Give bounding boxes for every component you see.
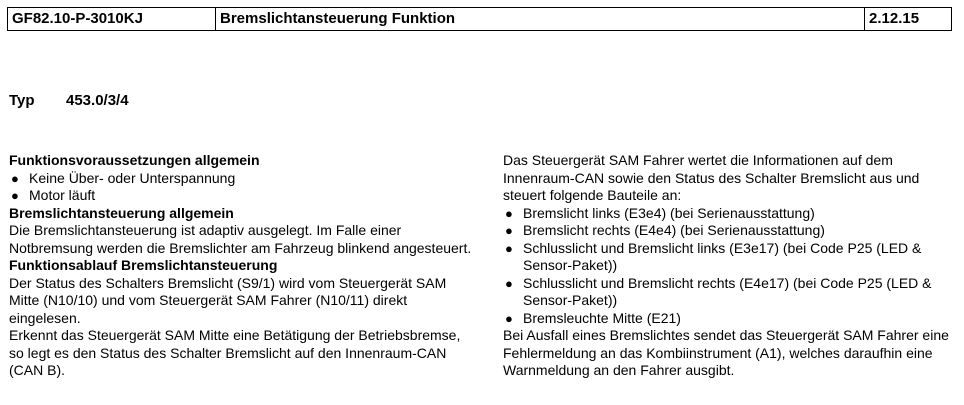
bullet-icon: ●	[505, 223, 513, 238]
document-id: GF82.10-P-3010KJ	[8, 8, 216, 31]
list-item: ● Motor läuft	[11, 187, 96, 203]
right-column	[503, 152, 958, 380]
sequence-paragraph-2: Erkennt das Steuergerät SAM Mitte eine Betätigung der Betriebsbremse, so legt es den Status des Schalter Bremslicht auf den Innenraum-CAN (CAN B).	[9, 327, 461, 378]
left-column	[9, 152, 479, 380]
section-heading-prerequisites: Funktionsvoraussetzungen allgemein	[9, 152, 260, 168]
section-heading-sequence: Funktionsablauf Bremslichtansteuerung	[9, 257, 278, 273]
bullet-icon: ●	[505, 240, 513, 256]
intro-paragraph: Das Steuergerät SAM Fahrer wertet die Informationen auf dem Innenraum-CAN sowie den Status des Schalter Bremslicht aus und steuert folgende Bauteile an:	[503, 152, 920, 203]
bullet-icon: ●	[505, 310, 513, 326]
document-header	[7, 7, 952, 31]
bullet-icon: ●	[11, 188, 19, 203]
list-item: ● Schlusslicht und Bremslicht links (E3e17) (bei Code P25 (LED & Sensor-Paket))	[505, 239, 922, 273]
bullet-icon: ●	[505, 205, 513, 221]
vehicle-type	[9, 92, 129, 110]
list-item: ● Schlusslicht und Bremslicht rechts (E4e17) (bei Code P25 (LED & Sensor-Paket))	[505, 274, 932, 308]
prerequisites-list	[9, 170, 479, 205]
general-paragraph: Die Bremslichtansteuerung ist adaptiv ausgelegt. Im Falle einer Notbremsung werden die Bremslichter am Fahrzeug blinkend angesteuert.	[9, 222, 472, 256]
section-heading-general: Bremslichtansteuerung allgemein	[9, 204, 234, 221]
document-date: 2.12.15	[865, 8, 952, 31]
outro-paragraph: Bei Ausfall eines Bremslichtes sendet das Steuergerät SAM Fahrer eine Fehlermeldung an das Kombiinstrument (A1), welches daraufhin eine Warnmeldung an den Fahrer ausgibt.	[503, 327, 949, 378]
list-item: ● Bremslicht rechts (E4e4) (bei Serienausstattung)	[505, 222, 825, 238]
document-title: Bremslichtansteuerung Funktion	[216, 8, 865, 31]
list-item: ● Bremsleuchte Mitte (E21)	[505, 309, 681, 326]
list-item: ● Bremslicht links (E3e4) (bei Serienausstattung)	[505, 204, 815, 221]
list-item: ● Keine Über- oder Unterspannung	[11, 169, 236, 186]
type-value: 453.0/3/4	[66, 92, 129, 109]
bullet-icon: ●	[505, 275, 513, 291]
type-label: Typ	[9, 92, 35, 109]
bullet-icon: ●	[11, 170, 19, 186]
components-list	[503, 205, 958, 328]
sequence-paragraph-1: Der Status des Schalters Bremslicht (S9/1) wird vom Steuergerät SAM Mitte (N10/10) und vom Steuergerät SAM Fahrer (N10/11) direkt eingelesen.	[9, 274, 447, 326]
